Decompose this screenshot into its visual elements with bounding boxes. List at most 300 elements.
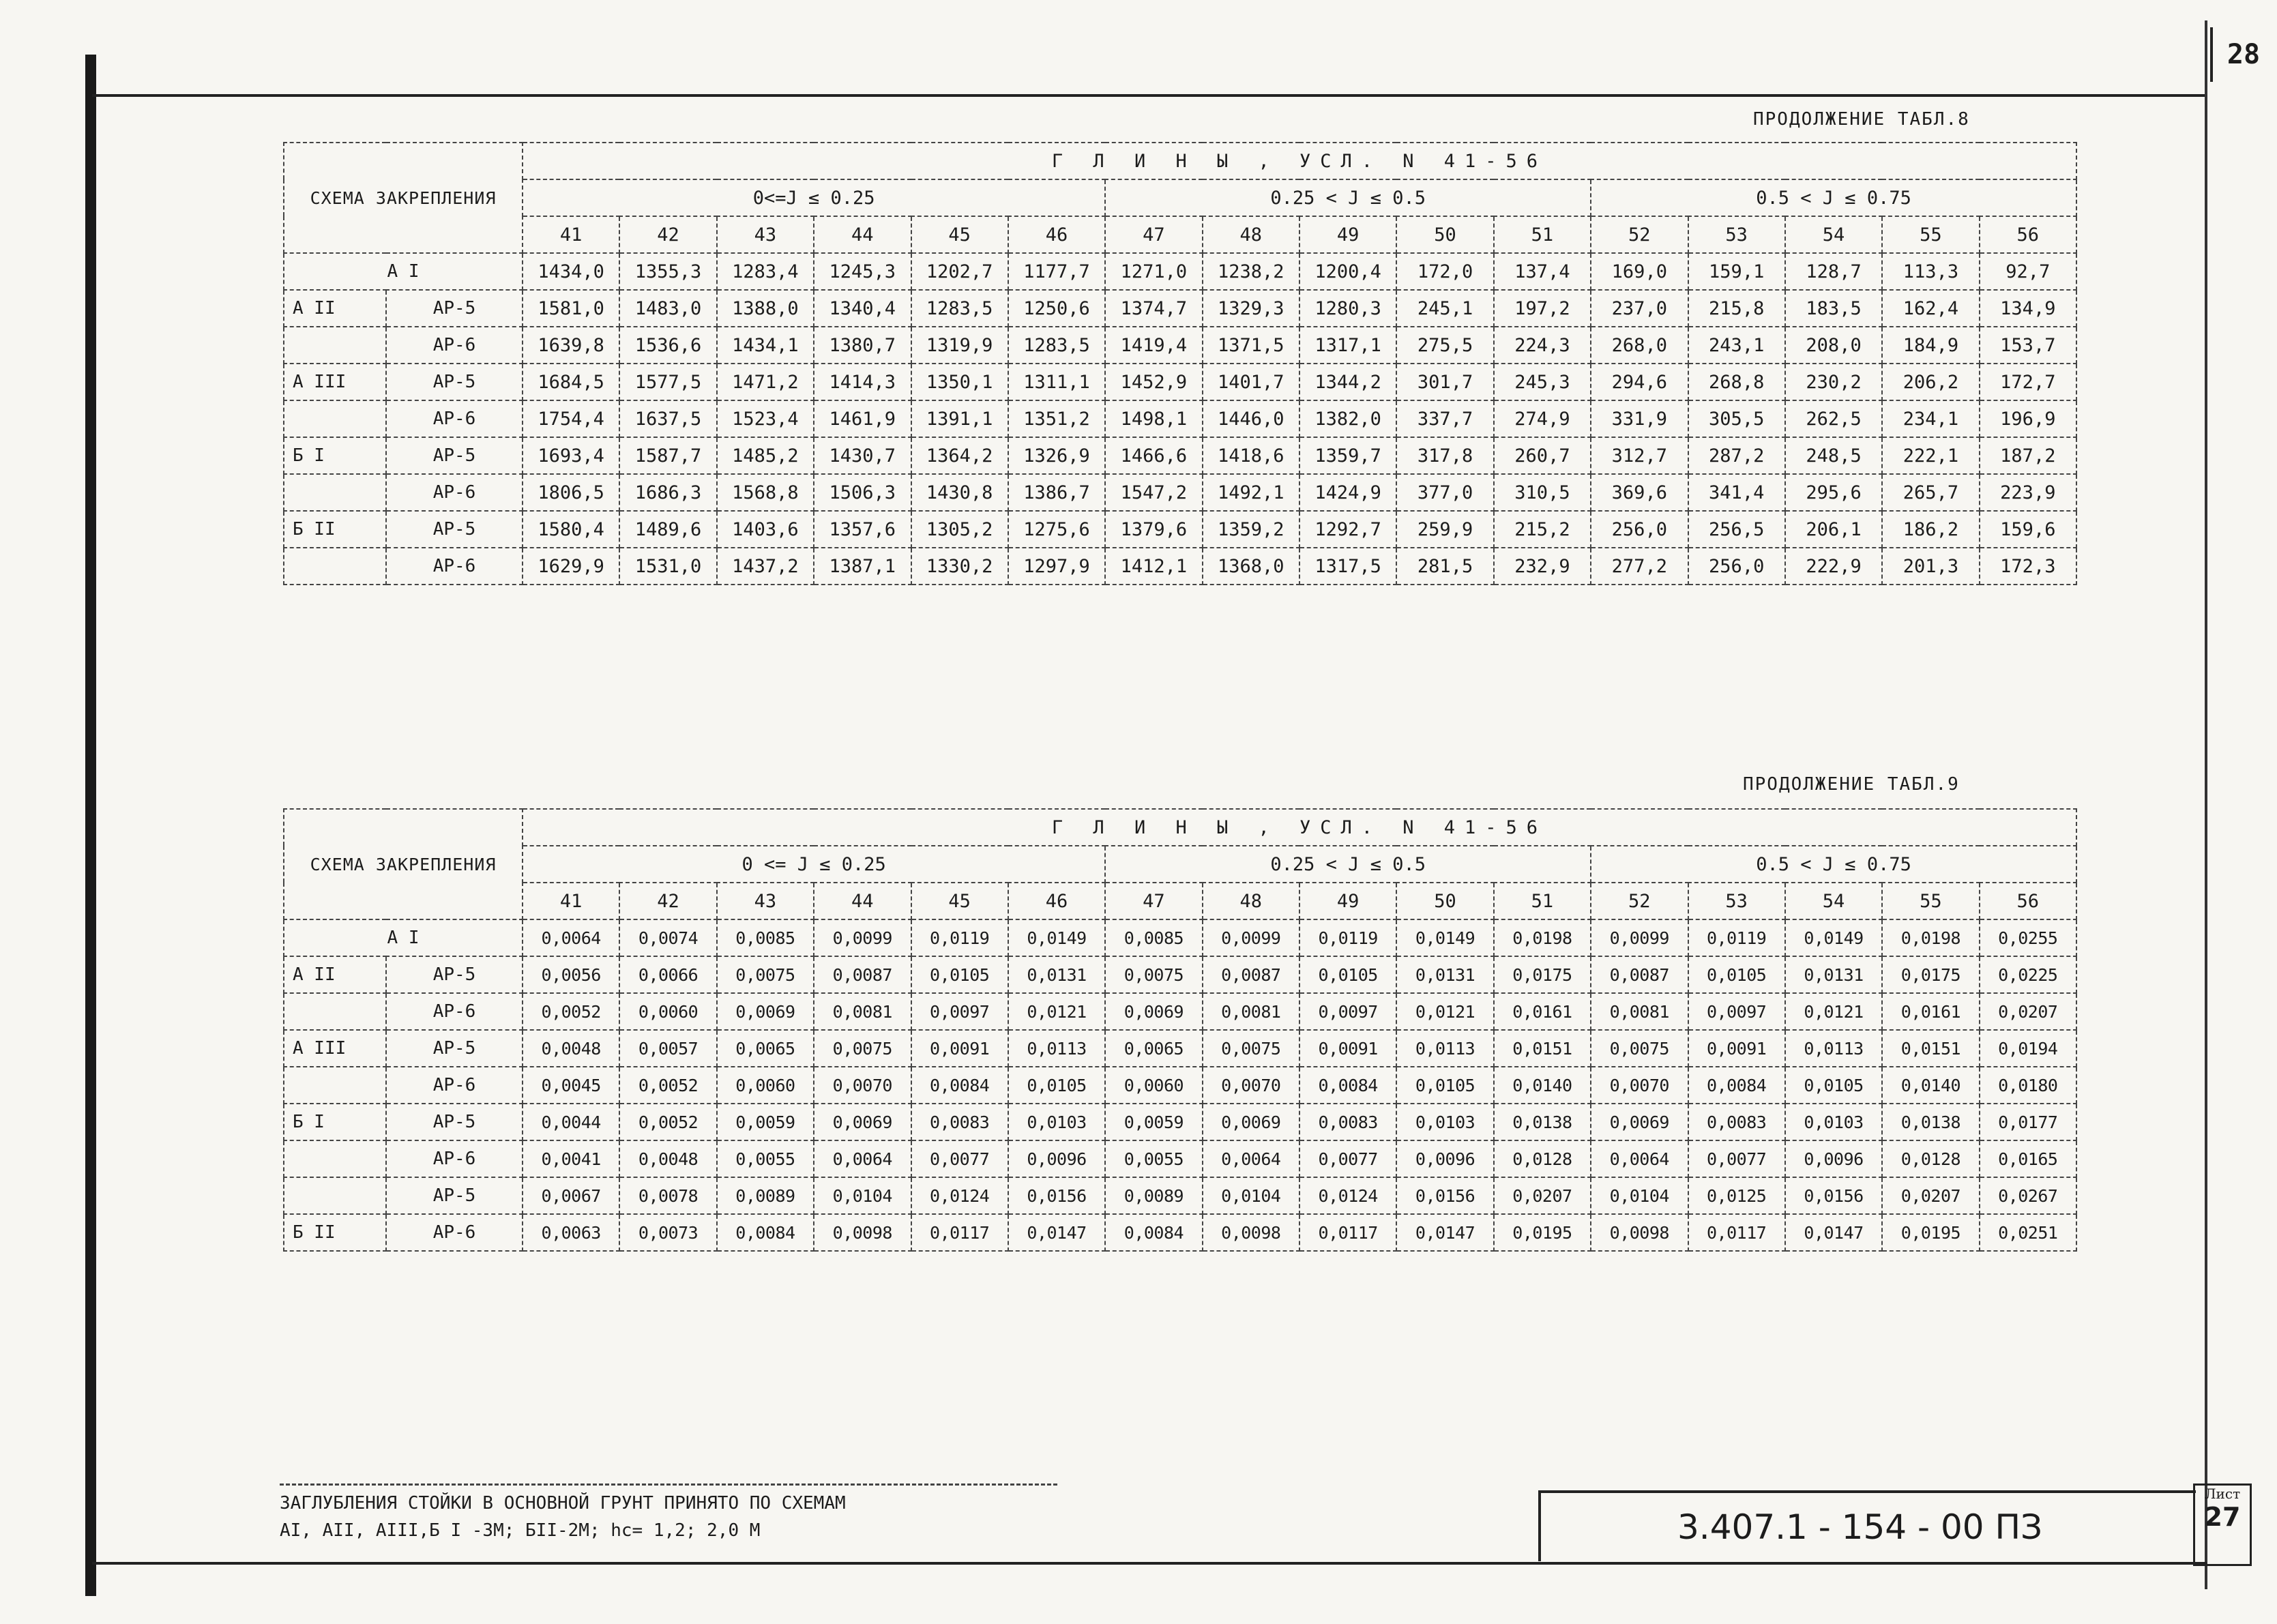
value-cell: 1271,0 [1105,253,1202,290]
value-cell: 1250,6 [1008,290,1105,327]
value-cell: 0,0099 [814,919,911,956]
value-cell: 0,0207 [1882,1177,1979,1214]
column-header: 47 [1105,883,1202,919]
value-cell: 0,0091 [911,1030,1008,1067]
value-cell: 159,6 [1980,511,2076,548]
scheme-group [284,400,386,437]
column-number-row [284,883,2076,919]
table-row [284,1177,2076,1214]
value-cell: 1238,2 [1203,253,1299,290]
value-cell: 1483,0 [619,290,716,327]
value-cell: 0,0138 [1494,1104,1591,1140]
value-cell: 0,0147 [1396,1214,1493,1251]
value-cell: 1379,6 [1105,511,1202,548]
value-cell: 1629,9 [523,548,619,585]
column-header: 56 [1980,883,2076,919]
value-cell: 0,0069 [1203,1104,1299,1140]
value-cell: 162,4 [1882,290,1979,327]
value-cell: 1380,7 [814,327,911,364]
value-cell: 1200,4 [1299,253,1396,290]
value-cell: 0,0105 [1688,956,1785,993]
value-cell: 1639,8 [523,327,619,364]
value-cell: 1305,2 [911,511,1008,548]
anchor-type: АР-5 [386,364,523,400]
table-title: Г Л И Н Ы , УСЛ. N 41-56 [523,143,2076,179]
value-cell: 223,9 [1980,474,2076,511]
table-row [284,364,2076,400]
value-cell: 0,0045 [523,1067,619,1104]
column-header: 44 [814,883,911,919]
value-cell: 1292,7 [1299,511,1396,548]
title-block [1538,1490,2196,1561]
table-row [284,253,2076,290]
value-cell: 0,0087 [1591,956,1688,993]
table-row [284,327,2076,364]
frame-bottom-border [92,1562,2207,1565]
value-cell: 1387,1 [814,548,911,585]
range-row [284,846,2076,883]
column-header: 43 [717,216,814,253]
value-cell: 172,3 [1980,548,2076,585]
value-cell: 0,0104 [814,1177,911,1214]
value-cell: 312,7 [1591,437,1688,474]
value-cell: 1283,4 [717,253,814,290]
value-cell: 0,0066 [619,956,716,993]
table-row [284,1104,2076,1140]
value-cell: 184,9 [1882,327,1979,364]
value-cell: 1434,1 [717,327,814,364]
value-cell: 0,0073 [619,1214,716,1251]
value-cell: 0,0041 [523,1140,619,1177]
value-cell: 0,0147 [1008,1214,1105,1251]
value-cell: 1355,3 [619,253,716,290]
scheme-group: Б II [284,1214,386,1251]
value-cell: 1581,0 [523,290,619,327]
value-cell: 215,2 [1494,511,1591,548]
value-cell: 331,9 [1591,400,1688,437]
value-cell: 0,0267 [1980,1177,2076,1214]
value-cell: 0,0075 [1105,956,1202,993]
value-cell: 1275,6 [1008,511,1105,548]
value-cell: 0,0103 [1396,1104,1493,1140]
anchor-type: АР-6 [386,1067,523,1104]
range-header: 0 <= J ≤ 0.25 [523,846,1105,883]
value-cell: 172,0 [1396,253,1493,290]
value-cell: 0,0056 [523,956,619,993]
value-cell: 301,7 [1396,364,1493,400]
value-cell: 0,0140 [1494,1067,1591,1104]
value-cell: 0,0070 [1591,1067,1688,1104]
value-cell: 0,0103 [1008,1104,1105,1140]
value-cell: 0,0113 [1008,1030,1105,1067]
value-cell: 201,3 [1882,548,1979,585]
value-cell: 243,1 [1688,327,1785,364]
column-header: 55 [1882,216,1979,253]
value-cell: 245,3 [1494,364,1591,400]
value-cell: 0,0081 [1591,993,1688,1030]
value-cell: 1418,6 [1203,437,1299,474]
value-cell: 134,9 [1980,290,2076,327]
value-cell: 137,4 [1494,253,1591,290]
value-cell: 0,0063 [523,1214,619,1251]
value-cell: 1329,3 [1203,290,1299,327]
value-cell: 186,2 [1882,511,1979,548]
value-cell: 0,0255 [1980,919,2076,956]
scheme-group [284,474,386,511]
value-cell: 0,0060 [619,993,716,1030]
column-header: 45 [911,883,1008,919]
value-cell: 0,0074 [619,919,716,956]
value-cell: 0,0096 [1008,1140,1105,1177]
value-cell: 1684,5 [523,364,619,400]
value-cell: 0,0060 [717,1067,814,1104]
column-header: 41 [523,883,619,919]
value-cell: 0,0099 [1591,919,1688,956]
value-cell: 0,0084 [717,1214,814,1251]
frame-left-border [85,55,96,1596]
value-cell: 1283,5 [1008,327,1105,364]
value-cell: 230,2 [1785,364,1882,400]
value-cell: 0,0105 [1299,956,1396,993]
value-cell: 0,0052 [523,993,619,1030]
value-cell: 0,0198 [1882,919,1979,956]
value-cell: 377,0 [1396,474,1493,511]
value-cell: 268,8 [1688,364,1785,400]
anchor-type: АР-6 [386,993,523,1030]
table-row [284,993,2076,1030]
range-header: 0.25 < J ≤ 0.5 [1105,179,1591,216]
value-cell: 0,0085 [717,919,814,956]
table-row [284,956,2076,993]
value-cell: 113,3 [1882,253,1979,290]
column-header: 43 [717,883,814,919]
anchor-type: АР-6 [386,327,523,364]
value-cell: 0,0251 [1980,1214,2076,1251]
range-header: 0.25 < J ≤ 0.5 [1105,846,1591,883]
value-cell: 0,0096 [1785,1140,1882,1177]
scheme-header: СХЕМА ЗАКРЕПЛЕНИЯ [284,143,523,253]
value-cell: 1637,5 [619,400,716,437]
value-cell: 0,0165 [1980,1140,2076,1177]
table-row [284,511,2076,548]
value-cell: 1693,4 [523,437,619,474]
value-cell: 1386,7 [1008,474,1105,511]
column-header: 51 [1494,883,1591,919]
value-cell: 1350,1 [911,364,1008,400]
value-cell: 0,0121 [1396,993,1493,1030]
value-cell: 0,0194 [1980,1030,2076,1067]
value-cell: 159,1 [1688,253,1785,290]
value-cell: 256,0 [1688,548,1785,585]
value-cell: 222,1 [1882,437,1979,474]
column-header: 42 [619,883,716,919]
column-header: 48 [1203,883,1299,919]
value-cell: 305,5 [1688,400,1785,437]
value-cell: 0,0195 [1882,1214,1979,1251]
value-cell: 169,0 [1591,253,1688,290]
column-header: 49 [1299,216,1396,253]
value-cell: 197,2 [1494,290,1591,327]
scheme-group: Б II [284,511,386,548]
value-cell: 1437,2 [717,548,814,585]
value-cell: 0,0124 [1299,1177,1396,1214]
value-cell: 1374,7 [1105,290,1202,327]
value-cell: 1344,2 [1299,364,1396,400]
value-cell: 0,0085 [1105,919,1202,956]
sheet-number: 27 [2204,1502,2241,1532]
value-cell: 0,0075 [717,956,814,993]
value-cell: 0,0055 [717,1140,814,1177]
value-cell: 0,0059 [1105,1104,1202,1140]
table-title: Г Л И Н Ы , УСЛ. N 41-56 [523,809,2076,846]
value-cell: 1326,9 [1008,437,1105,474]
value-cell: 1424,9 [1299,474,1396,511]
scheme-group [284,1177,386,1214]
column-header: 54 [1785,216,1882,253]
value-cell: 277,2 [1591,548,1688,585]
value-cell: 0,0081 [1203,993,1299,1030]
value-cell: 0,0105 [1396,1067,1493,1104]
value-cell: 0,0097 [1688,993,1785,1030]
column-header: 46 [1008,883,1105,919]
value-cell: 248,5 [1785,437,1882,474]
table8 [283,142,2077,585]
value-cell: 1506,3 [814,474,911,511]
value-cell: 0,0091 [1299,1030,1396,1067]
value-cell: 1359,2 [1203,511,1299,548]
column-header: 52 [1591,883,1688,919]
value-cell: 1485,2 [717,437,814,474]
value-cell: 369,6 [1591,474,1688,511]
value-cell: 1245,3 [814,253,911,290]
table9 [283,808,2077,1252]
value-cell: 260,7 [1494,437,1591,474]
value-cell: 0,0060 [1105,1067,1202,1104]
value-cell: 0,0078 [619,1177,716,1214]
value-cell: 0,0117 [1299,1214,1396,1251]
value-cell: 0,0117 [911,1214,1008,1251]
sheet-label: Лист [2204,1486,2241,1502]
value-cell: 0,0104 [1591,1177,1688,1214]
value-cell: 0,0117 [1688,1214,1785,1251]
value-cell: 0,0149 [1396,919,1493,956]
range-header: 0<=J ≤ 0.25 [523,179,1105,216]
value-cell: 0,0105 [1008,1067,1105,1104]
value-cell: 259,9 [1396,511,1493,548]
value-cell: 1434,0 [523,253,619,290]
scheme-group: Б I [284,437,386,474]
value-cell: 1806,5 [523,474,619,511]
anchor-type: АР-6 [386,548,523,585]
table-row [284,400,2076,437]
scheme-group: Б I [284,1104,386,1140]
document-code: 3.407.1 - 154 - 00 ПЗ [1677,1507,2043,1547]
scheme-group [284,327,386,364]
value-cell: 1580,4 [523,511,619,548]
column-header: 53 [1688,883,1785,919]
value-cell: 1523,4 [717,400,814,437]
value-cell: 0,0151 [1494,1030,1591,1067]
value-cell: 1547,2 [1105,474,1202,511]
column-header: 44 [814,216,911,253]
value-cell: 0,0096 [1396,1140,1493,1177]
value-cell: 0,0177 [1980,1104,2076,1140]
value-cell: 0,0156 [1008,1177,1105,1214]
value-cell: 215,8 [1688,290,1785,327]
value-cell: 0,0055 [1105,1140,1202,1177]
value-cell: 0,0119 [911,919,1008,956]
value-cell: 0,0065 [717,1030,814,1067]
value-cell: 0,0161 [1882,993,1979,1030]
anchor-type: АР-5 [386,511,523,548]
column-header: 46 [1008,216,1105,253]
value-cell: 0,0161 [1494,993,1591,1030]
value-cell: 0,0131 [1396,956,1493,993]
anchor-type: АР-5 [386,956,523,993]
value-cell: 310,5 [1494,474,1591,511]
value-cell: 0,0084 [911,1067,1008,1104]
frame-top-border [92,94,2207,97]
value-cell: 1686,3 [619,474,716,511]
value-cell: 0,0052 [619,1104,716,1140]
range-header: 0.5 < J ≤ 0.75 [1591,846,2076,883]
table-row [284,548,2076,585]
value-cell: 1430,8 [911,474,1008,511]
value-cell: 341,4 [1688,474,1785,511]
value-cell: 222,9 [1785,548,1882,585]
value-cell: 0,0083 [1299,1104,1396,1140]
scheme-group [284,993,386,1030]
value-cell: 0,0083 [911,1104,1008,1140]
value-cell: 183,5 [1785,290,1882,327]
value-cell: 1492,1 [1203,474,1299,511]
value-cell: 1297,9 [1008,548,1105,585]
value-cell: 0,0098 [1203,1214,1299,1251]
value-cell: 1466,6 [1105,437,1202,474]
value-cell: 1340,4 [814,290,911,327]
table-row [284,1067,2076,1104]
value-cell: 0,0207 [1980,993,2076,1030]
value-cell: 0,0091 [1688,1030,1785,1067]
value-cell: 265,7 [1882,474,1979,511]
range-row [284,179,2076,216]
value-cell: 0,0156 [1396,1177,1493,1214]
value-cell: 1754,4 [523,400,619,437]
column-header: 42 [619,216,716,253]
value-cell: 281,5 [1396,548,1493,585]
value-cell: 0,0113 [1785,1030,1882,1067]
value-cell: 0,0065 [1105,1030,1202,1067]
table9-continuation-label: ПРОДОЛЖЕНИЕ ТАБЛ.9 [1743,774,1960,795]
value-cell: 1391,1 [911,400,1008,437]
table8-continuation-label: ПРОДОЛЖЕНИЕ ТАБЛ.8 [1753,109,1970,130]
column-header: 54 [1785,883,1882,919]
value-cell: 237,0 [1591,290,1688,327]
value-cell: 0,0089 [1105,1177,1202,1214]
value-cell: 196,9 [1980,400,2076,437]
value-cell: 208,0 [1785,327,1882,364]
anchor-type: АР-5 [386,1030,523,1067]
value-cell: 206,1 [1785,511,1882,548]
value-cell: 0,0064 [1203,1140,1299,1177]
value-cell: 0,0119 [1688,919,1785,956]
value-cell: 0,0089 [717,1177,814,1214]
table-row [284,1030,2076,1067]
value-cell: 245,1 [1396,290,1493,327]
value-cell: 256,5 [1688,511,1785,548]
value-cell: 1430,7 [814,437,911,474]
scheme-group: А III [284,1030,386,1067]
scheme-group: А II [284,290,386,327]
sheet-box [2193,1483,2252,1566]
depth-note-line2: АI, АII, АIII,Б I -3М; БII-2М; hc= 1,2; 2,0 М [280,1520,761,1541]
value-cell: 0,0069 [1105,993,1202,1030]
column-number-row [284,216,2076,253]
value-cell: 1364,2 [911,437,1008,474]
anchor-type: АР-5 [386,1177,523,1214]
value-cell: 0,0104 [1203,1177,1299,1214]
page-number: 28 [2210,27,2274,82]
value-cell: 0,0105 [911,956,1008,993]
column-header: 53 [1688,216,1785,253]
value-cell: 1177,7 [1008,253,1105,290]
value-cell: 0,0128 [1494,1140,1591,1177]
value-cell: 0,0048 [619,1140,716,1177]
value-cell: 0,0121 [1008,993,1105,1030]
table-row [284,437,2076,474]
value-cell: 0,0140 [1882,1067,1979,1104]
value-cell: 0,0149 [1008,919,1105,956]
header-row [284,143,2076,179]
value-cell: 0,0195 [1494,1214,1591,1251]
value-cell: 0,0149 [1785,919,1882,956]
anchor-type: АР-6 [386,400,523,437]
value-cell: 0,0198 [1494,919,1591,956]
value-cell: 0,0098 [1591,1214,1688,1251]
depth-note-line1: ЗАГЛУБЛЕНИЯ СТОЙКИ В ОСНОВНОЙ ГРУНТ ПРИНЯТО ПО СХЕМАМ [280,1493,846,1514]
value-cell: 0,0156 [1785,1177,1882,1214]
value-cell: 1371,5 [1203,327,1299,364]
value-cell: 294,6 [1591,364,1688,400]
value-cell: 0,0151 [1882,1030,1979,1067]
value-cell: 0,0119 [1299,919,1396,956]
scheme-label: А I [284,253,523,290]
value-cell: 0,0131 [1008,956,1105,993]
value-cell: 0,0070 [814,1067,911,1104]
value-cell: 1452,9 [1105,364,1202,400]
table-row [284,474,2076,511]
value-cell: 275,5 [1396,327,1493,364]
value-cell: 0,0097 [911,993,1008,1030]
value-cell: 268,0 [1591,327,1688,364]
value-cell: 0,0084 [1299,1067,1396,1104]
scheme-group [284,1140,386,1177]
value-cell: 92,7 [1980,253,2076,290]
value-cell: 0,0138 [1882,1104,1979,1140]
value-cell: 0,0087 [1203,956,1299,993]
value-cell: 1359,7 [1299,437,1396,474]
value-cell: 1498,1 [1105,400,1202,437]
header-row [284,809,2076,846]
table-row [284,1140,2076,1177]
scheme-group [284,548,386,585]
range-header: 0.5 < J ≤ 0.75 [1591,179,2076,216]
value-cell: 187,2 [1980,437,2076,474]
value-cell: 0,0052 [619,1067,716,1104]
scheme-header: СХЕМА ЗАКРЕПЛЕНИЯ [284,809,523,919]
value-cell: 1382,0 [1299,400,1396,437]
value-cell: 1202,7 [911,253,1008,290]
